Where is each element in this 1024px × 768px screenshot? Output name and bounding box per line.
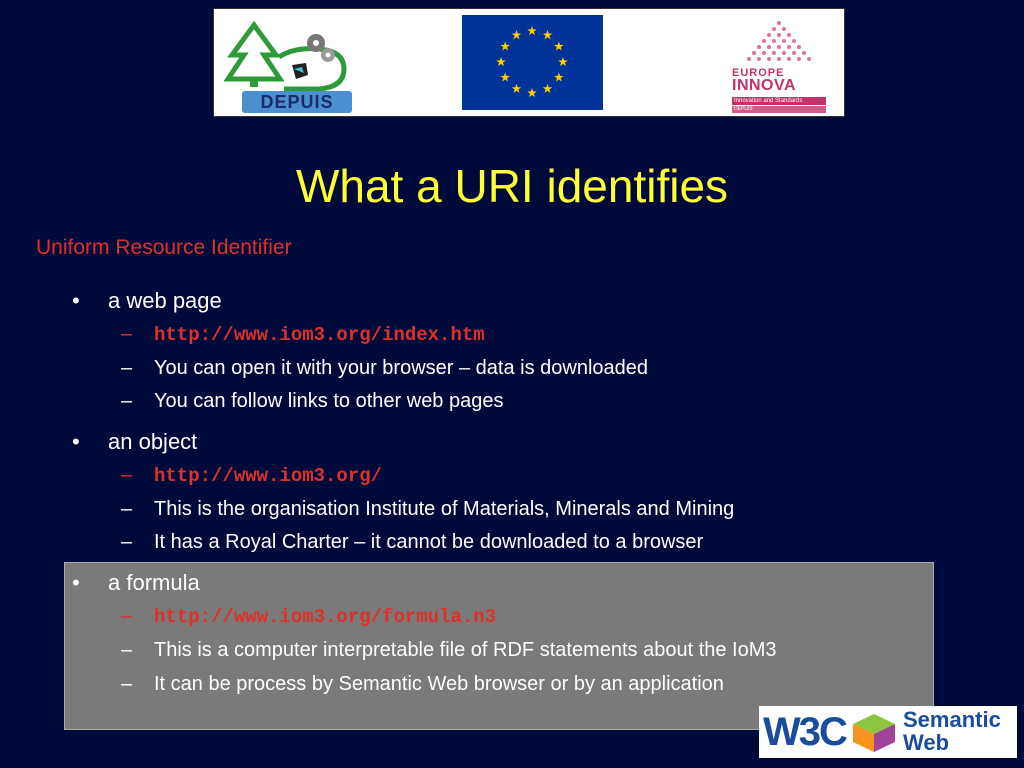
bullet-formula: [72, 569, 200, 597]
dash: –: [121, 498, 133, 520]
bullet-dot: •: [72, 288, 80, 313]
url-link[interactable]: http://www.iom3.org/index.htm: [154, 324, 485, 346]
sub-point-text: It has a Royal Charter – it cannot be downloaded to a browser: [154, 531, 704, 553]
web-text: Web: [903, 730, 950, 755]
url-link[interactable]: http://www.iom3.org/formula.n3: [154, 606, 497, 628]
bullet-label: a formula: [108, 570, 200, 595]
sub-point: [121, 496, 734, 522]
bullet-dot: •: [72, 570, 80, 595]
dash: –: [121, 323, 133, 345]
slide-title: What a URI identifies: [295, 160, 729, 212]
innova-sub-text: Innovation and Standards: [732, 97, 826, 105]
innova-main-text: INNOVA: [732, 77, 797, 94]
sub-point-text: It can be process by Semantic Web browser or by an application: [154, 673, 724, 695]
bullet-web-page: [72, 287, 222, 315]
sub-point: [121, 388, 503, 414]
innova-sub2-text: DEPUIS: [732, 106, 826, 113]
url-item: [121, 321, 485, 348]
sub-point: [121, 637, 777, 663]
url-item: [121, 603, 496, 630]
bullet-label: an object: [108, 429, 198, 454]
dash: –: [121, 390, 133, 412]
semantic-web-wordmark: [903, 708, 1001, 754]
slide-subtitle: Uniform Resource Identifier: [36, 236, 292, 259]
depuis-wordmark: DEPUIS: [242, 91, 352, 113]
sub-point: [121, 529, 703, 555]
w3c-wordmark: W3C: [763, 710, 846, 754]
innova-top-text: EUROPE: [732, 67, 785, 79]
sub-point-text: This is the organisation Institute of Materials, Minerals and Mining: [154, 498, 735, 520]
dash: –: [121, 639, 133, 661]
sub-point-text: You can follow links to other web pages: [154, 390, 504, 412]
w3c-semantic-web-logo: [759, 706, 1017, 758]
bullet-object: [72, 428, 197, 456]
url-item: [121, 462, 382, 489]
dash: –: [121, 673, 133, 695]
dash: –: [121, 464, 133, 486]
dash: –: [121, 531, 133, 553]
dash: –: [121, 605, 133, 627]
sub-point: [121, 671, 724, 697]
semantic-text: Semantic: [903, 707, 1001, 732]
url-link[interactable]: http://www.iom3.org/: [154, 465, 383, 487]
sub-point-text: You can open it with your browser – data is downloaded: [154, 357, 649, 379]
sub-point-text: This is a computer interpretable file of RDF statements about the IoM3: [154, 639, 777, 661]
bullet-dot: •: [72, 429, 80, 454]
sub-point: [121, 355, 648, 381]
bullet-label: a web page: [108, 288, 222, 313]
cube-icon: [851, 712, 897, 754]
dash: –: [121, 357, 133, 379]
